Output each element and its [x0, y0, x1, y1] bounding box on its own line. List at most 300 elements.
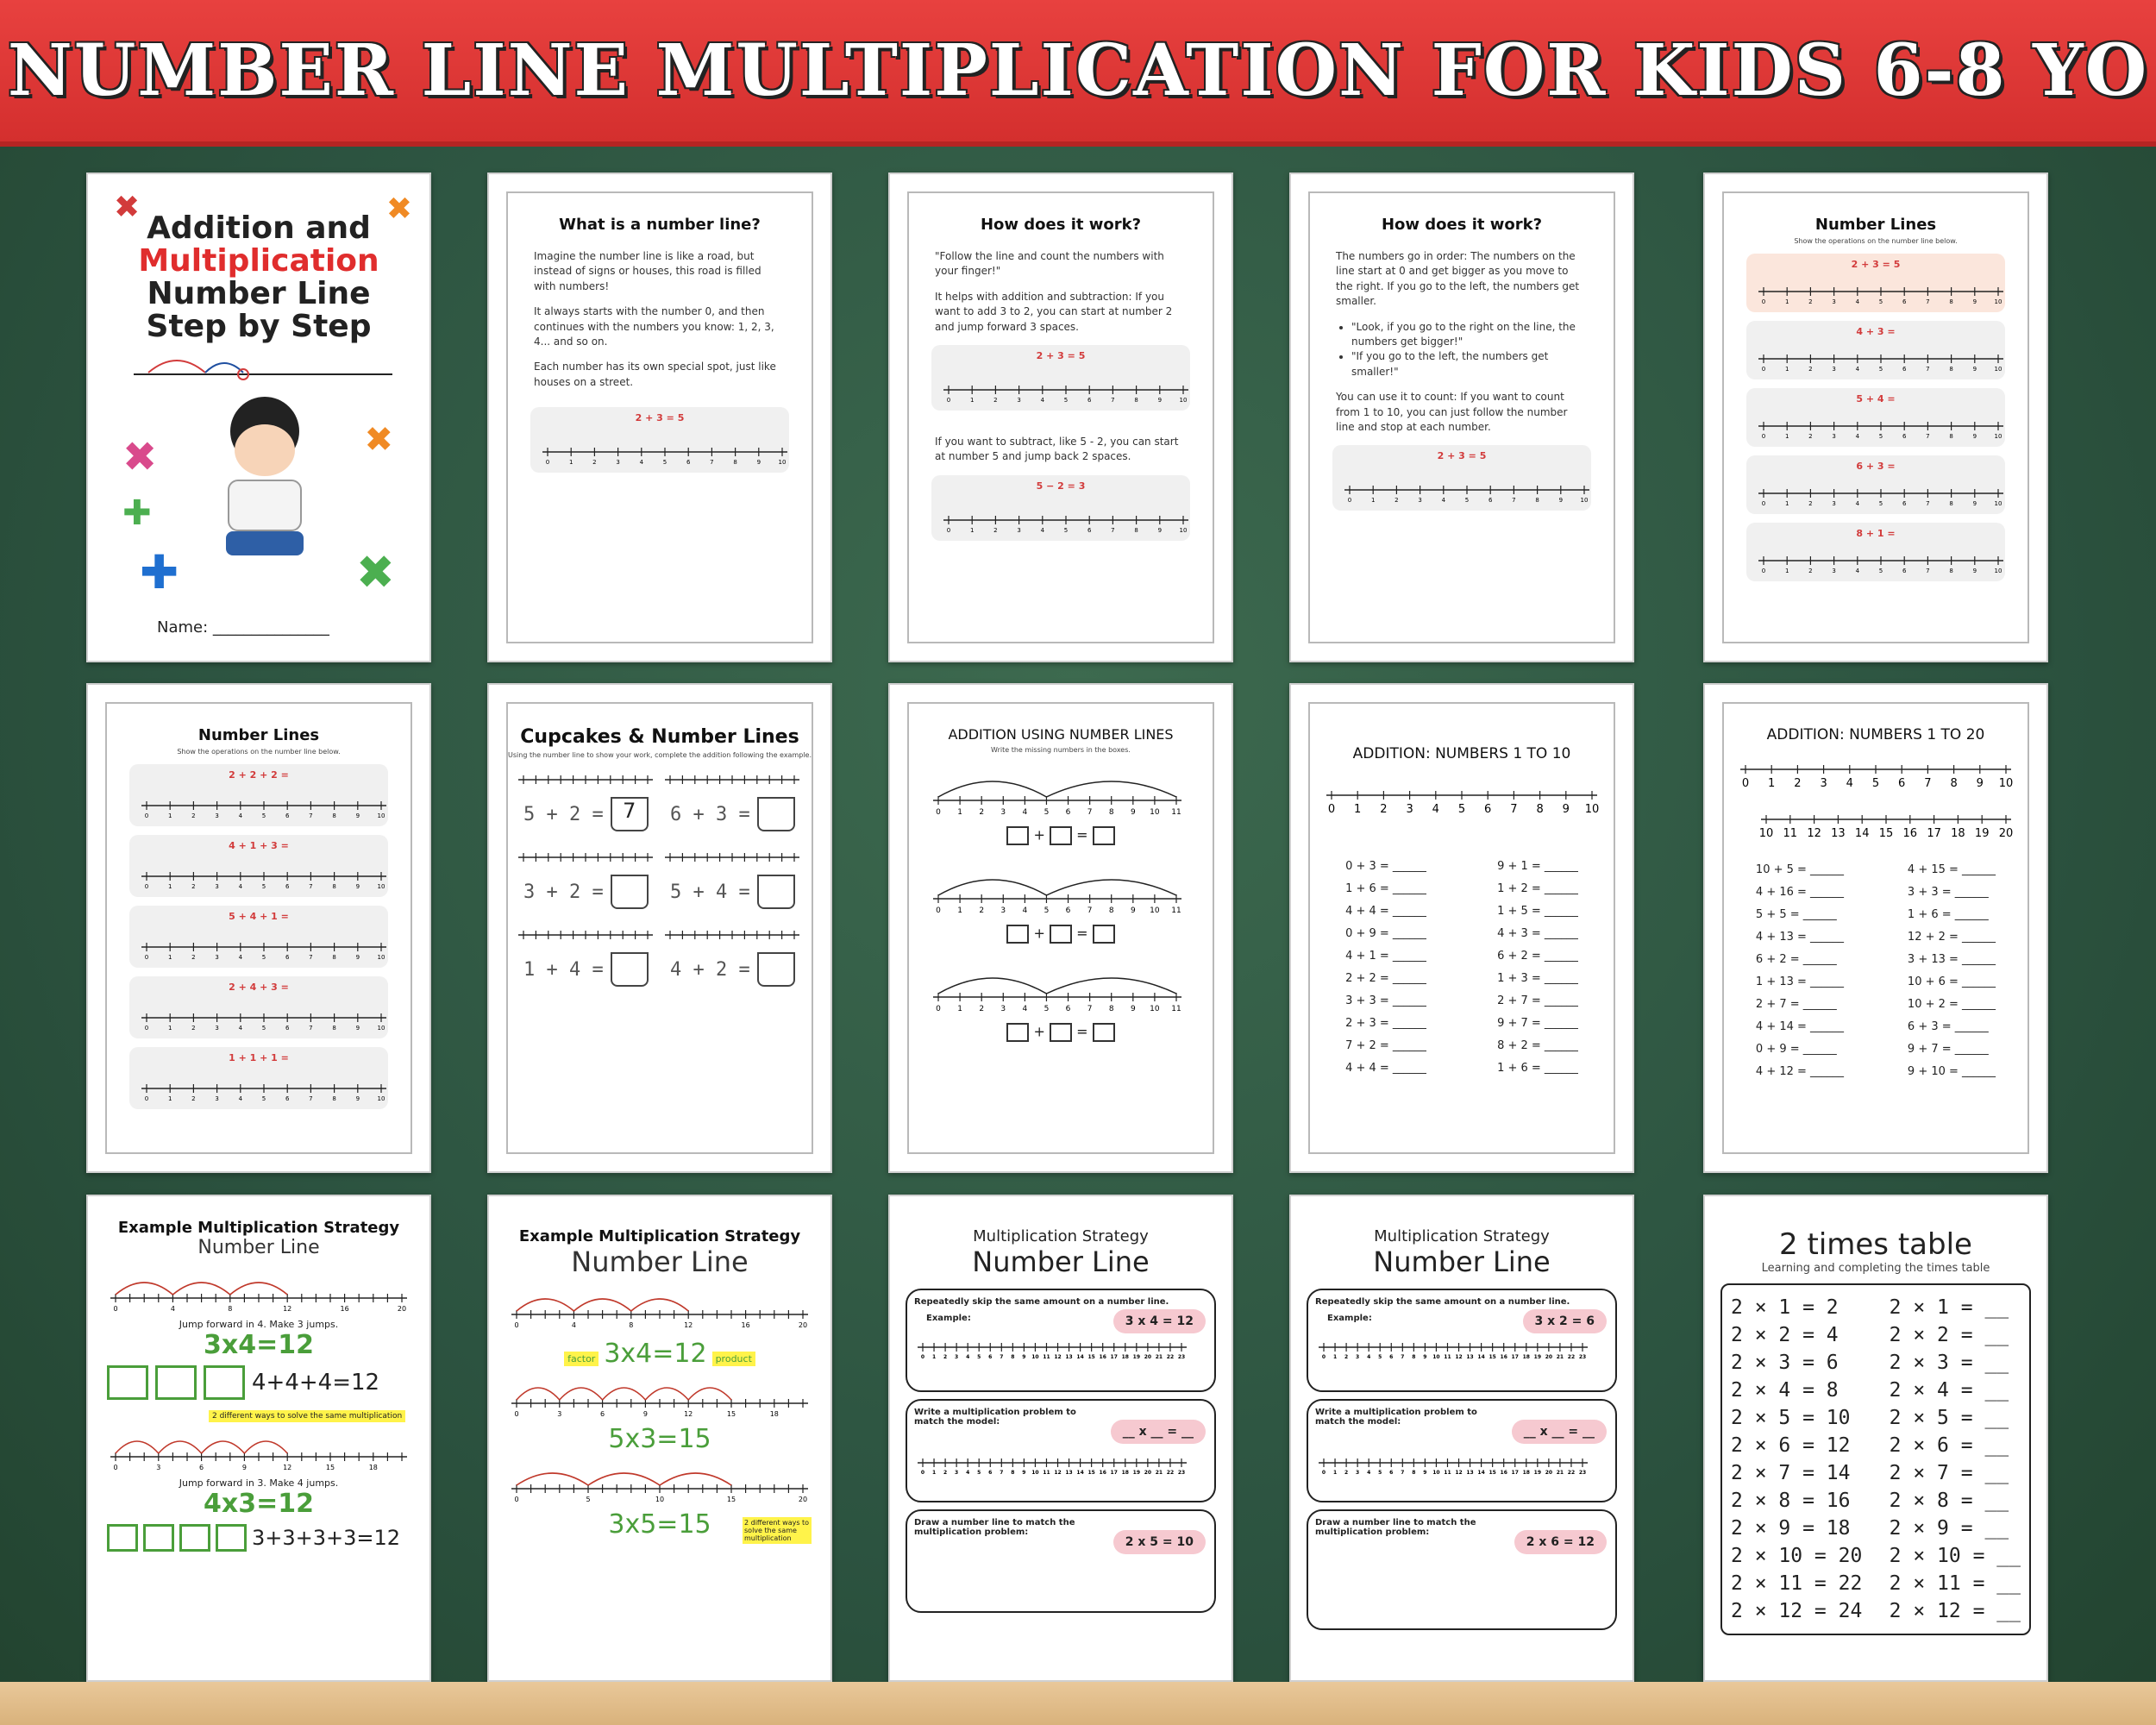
page-addition-number-lines[interactable] — [888, 683, 1233, 1173]
tick-label: 0 — [1761, 298, 1766, 305]
equation: 2 + 3 = 5 — [1437, 450, 1487, 462]
number-line — [103, 1426, 414, 1477]
tick-label: 15 — [325, 1464, 335, 1471]
tick-label: 6 — [1488, 497, 1493, 505]
number-line — [1319, 781, 1604, 830]
page-number-lines-a[interactable] — [1703, 172, 2048, 662]
tick-label: 8 — [1949, 433, 1953, 440]
number-line[interactable] — [135, 995, 393, 1035]
tick-label: 5 — [261, 954, 266, 961]
times-blank[interactable]: 2 × 7 = __ — [1889, 1462, 2009, 1484]
problem[interactable]: 1 + 6 = ______ — [1345, 882, 1426, 895]
number-line[interactable] — [1752, 474, 2010, 511]
tick-label: 0 — [946, 396, 951, 404]
tick-label: 2 — [979, 906, 985, 915]
equation: 5 + 4 = — [670, 881, 750, 903]
tick-label: 6 — [1065, 808, 1071, 817]
dot-card — [107, 1365, 148, 1400]
dot-card — [155, 1365, 197, 1400]
tick-label: 4 — [639, 459, 644, 467]
times-blank[interactable]: 2 × 5 = __ — [1889, 1407, 2009, 1429]
tick-label: 5 — [1878, 500, 1883, 507]
tick-label: 8 — [629, 1321, 634, 1329]
tick-label: 23 — [1578, 1354, 1587, 1360]
tick-label: 19 — [1974, 827, 1990, 840]
tick-label: 9 — [642, 1410, 648, 1418]
times-fact: 2 × 6 = 12 — [1731, 1434, 1851, 1457]
tick-label: 16 — [1099, 1354, 1106, 1360]
number-line — [505, 1372, 815, 1424]
tick-label: 10 — [1994, 433, 2002, 440]
tick-label: 8 — [1108, 906, 1114, 915]
problem[interactable]: 0 + 9 = ______ — [1755, 1043, 1837, 1056]
tick-label: 6 — [199, 1464, 204, 1471]
page-title: Example Multiplication Strategy — [518, 1227, 801, 1245]
times-table-practice[interactable] — [1890, 1294, 2021, 1625]
tick-label: 2 — [1395, 497, 1399, 505]
tick-label: 0 — [113, 1464, 118, 1471]
tick-label: 19 — [1132, 1470, 1141, 1476]
jump-arc — [660, 1473, 731, 1485]
jump-arc — [688, 1388, 731, 1400]
section-heading: Repeatedly skip the same amount on a number line. — [914, 1297, 1169, 1307]
cupcake-icon[interactable] — [757, 875, 795, 909]
equation-pill[interactable]: __ x __ = __ — [1512, 1420, 1607, 1444]
page-subtitle: Number Line — [197, 1237, 320, 1258]
tick-label: 15 — [1087, 1354, 1095, 1360]
tick-label: 7 — [1401, 1470, 1405, 1476]
tick-label: 17 — [1511, 1470, 1519, 1476]
tick-label: 18 — [1951, 827, 1965, 840]
tick-label: 14 — [1854, 827, 1870, 840]
tick-label: 11 — [1043, 1354, 1050, 1360]
tick-label: 4 — [1040, 396, 1045, 404]
tick-label: 0 — [514, 1496, 519, 1503]
tick-label: 8 — [1108, 1005, 1114, 1013]
tick-label: 19 — [1533, 1470, 1542, 1476]
number-line[interactable] — [135, 783, 393, 823]
tick-label: 5 — [1878, 366, 1883, 373]
section-heading: Write a multiplication problem to match the model: — [1315, 1408, 1477, 1427]
tick-label: 0 — [144, 812, 149, 819]
tick-label: 18 — [1121, 1354, 1129, 1360]
page-subtitle: Number Line — [571, 1245, 749, 1278]
tick-label: 2 — [1794, 777, 1802, 790]
page-multiplication-strategy-a[interactable] — [888, 1195, 1233, 1682]
problem[interactable]: 8 + 2 = ______ — [1497, 1039, 1578, 1052]
tick-label: 3 — [1406, 803, 1413, 816]
banner-title: NUMBER LINE MULTIPLICATION FOR KIDS 6-8 YO — [7, 29, 2149, 112]
exercise-card — [129, 906, 388, 968]
tick-label: 9 — [1558, 497, 1564, 505]
equation: 5 + 4 + 1 = — [229, 911, 289, 922]
tick-label: 10 — [377, 954, 385, 961]
tick-label: 9 — [355, 1095, 360, 1102]
tick-label: 4 — [1855, 366, 1860, 373]
tick-label: 14 — [1076, 1354, 1084, 1360]
number-line[interactable] — [1752, 340, 2010, 376]
tick-label: 5 — [586, 1496, 591, 1503]
problem[interactable]: 1 + 3 = ______ — [1497, 972, 1578, 985]
problem[interactable]: 0 + 3 = ______ — [1345, 860, 1426, 873]
wooden-shelf — [0, 1682, 2156, 1725]
tick-label: 5 — [261, 1025, 266, 1032]
problem[interactable]: 1 + 6 = ______ — [1497, 1062, 1578, 1075]
tick-label: 3 — [1820, 777, 1827, 790]
page-addition-1-10[interactable] — [1289, 683, 1634, 1173]
tick-label: 7 — [1510, 803, 1518, 816]
answer-box[interactable] — [1006, 826, 1029, 845]
tick-label: 2 — [1808, 500, 1813, 507]
tick-label: 2 — [1808, 366, 1813, 373]
problem[interactable]: 2 + 3 = ______ — [1345, 1017, 1426, 1030]
tick-label: 8 — [1108, 808, 1114, 817]
instruction: Jump forward in 3. Make 4 jumps. — [179, 1477, 339, 1489]
tick-label: 1 — [568, 459, 573, 467]
times-blank[interactable]: 2 × 1 = __ — [1889, 1296, 2009, 1319]
equation: 2 + 3 = 5 — [635, 412, 685, 424]
tick-label: 18 — [1121, 1470, 1129, 1476]
tick-label: 9 — [355, 812, 360, 819]
tick-label: 1 — [1370, 497, 1376, 505]
name-field[interactable]: Name: _______________ — [157, 618, 329, 637]
page-multiplication-strategy-b[interactable] — [1289, 1195, 1634, 1682]
tick-label: 6 — [285, 812, 290, 819]
tick-label: 8 — [1950, 777, 1958, 790]
problem[interactable]: 10 + 2 = ______ — [1907, 998, 1996, 1011]
tick-label: 15 — [1489, 1470, 1496, 1476]
page-frame — [1722, 702, 2029, 1154]
cover-title-3: Number Line — [147, 276, 371, 311]
problem[interactable]: 10 + 6 = ______ — [1907, 975, 1996, 988]
tick-label: 13 — [1466, 1470, 1474, 1476]
problem[interactable]: 6 + 3 = ______ — [1907, 1020, 1989, 1033]
problem-column-left — [1756, 859, 1844, 1083]
tick-label: 12 — [684, 1410, 693, 1418]
answer-box[interactable] — [1050, 925, 1072, 944]
exercise-card — [1746, 321, 2005, 380]
page-cupcakes[interactable] — [487, 683, 832, 1173]
answer-box[interactable] — [1093, 1023, 1115, 1042]
number-line[interactable] — [135, 925, 393, 964]
tick-label: 8 — [1949, 568, 1953, 574]
problem[interactable]: 10 + 5 = ______ — [1755, 863, 1845, 876]
tick-label: 2 — [191, 1025, 196, 1032]
tick-label: 0 — [1761, 568, 1766, 574]
tick-label: 8 — [1134, 396, 1138, 404]
factor-label: factor — [564, 1352, 599, 1366]
tick-label: 4 — [1846, 777, 1853, 790]
tick-label: 1 — [969, 396, 975, 404]
tick-label: 0 — [1761, 500, 1766, 507]
times-blank[interactable]: 2 × 4 = __ — [1889, 1379, 2009, 1402]
tick-label: 5 — [1378, 1470, 1382, 1476]
cupcake-icon[interactable] — [611, 875, 649, 909]
tick-label: 0 — [1741, 777, 1750, 790]
tick-label: 12 — [1807, 827, 1821, 840]
problem[interactable]: 12 + 2 = ______ — [1907, 931, 1996, 944]
tick-label: 0 — [144, 1025, 149, 1032]
tick-label: 0 — [514, 1410, 519, 1418]
problem[interactable]: 9 + 1 = ______ — [1497, 860, 1578, 873]
page-frame: ADDITION USING NUMBER LINES Write the missing numbers in the boxes. 0 1 2 3 4 5 6 7 8 9 10 11 + = 0 1 2 3 4 5 6 7 8 9 10 11 + = 0 1 2 3 4 5 6 7 8 9 10 11 + = — [907, 702, 1214, 1154]
times-fact: 2 × 9 = 18 — [1731, 1517, 1851, 1540]
problem[interactable]: 4 + 4 = ______ — [1345, 1062, 1426, 1075]
problem[interactable]: 2 + 7 = ______ — [1755, 998, 1837, 1011]
tick-label: 0 — [1761, 433, 1766, 440]
cupcake-icon[interactable] — [757, 952, 795, 987]
tick-label: 3 — [215, 883, 219, 890]
tick-label: 7 — [309, 883, 313, 890]
times-blank[interactable]: 2 × 9 = __ — [1889, 1517, 2009, 1540]
tick-label: 20 — [1545, 1354, 1553, 1360]
tick-label: 10 — [1179, 396, 1188, 404]
tick-label: 6 — [686, 459, 691, 467]
jump-arc — [1046, 978, 1176, 994]
problem[interactable]: 4 + 4 = ______ — [1345, 905, 1426, 918]
problem[interactable]: 4 + 15 = ______ — [1907, 863, 1996, 876]
tick-label: 10 — [1150, 1005, 1160, 1013]
tick-label: 23 — [1177, 1354, 1186, 1360]
number-line — [1752, 273, 2010, 309]
problem[interactable]: 1 + 6 = ______ — [1907, 908, 1989, 921]
tick-label: 0 — [1327, 803, 1336, 816]
page-frame — [1308, 702, 1615, 1154]
page-example-strategy-a[interactable] — [86, 1195, 431, 1682]
times-blank[interactable]: 2 × 6 = __ — [1889, 1434, 2009, 1457]
answer-box[interactable] — [1050, 826, 1072, 845]
tick-label: 2 — [1344, 1354, 1349, 1360]
cupcake-icon[interactable] — [611, 952, 649, 987]
paragraph: "Follow the line and count the numbers with your finger!" — [935, 250, 1164, 278]
problem[interactable]: 4 + 13 = ______ — [1755, 931, 1845, 944]
tick-label: 8 — [332, 954, 336, 961]
tick-label: 15 — [1087, 1470, 1095, 1476]
page-addition-1-20[interactable] — [1703, 683, 2048, 1173]
jump-arc — [1046, 781, 1176, 797]
tick-label: 10 — [1179, 526, 1188, 534]
number-line — [1315, 1439, 1591, 1480]
tick-label: 9 — [1972, 500, 1977, 507]
page-title: ADDITION: NUMBERS 1 TO 20 — [1766, 726, 1985, 743]
jump-arc — [244, 1441, 287, 1453]
tick-label: 9 — [1423, 1470, 1427, 1476]
problem[interactable]: 0 + 9 = ______ — [1345, 927, 1426, 940]
number-line[interactable] — [663, 926, 801, 944]
tick-label: 10 — [377, 883, 385, 890]
problem[interactable]: 4 + 1 = ______ — [1345, 950, 1426, 963]
jump-arc — [645, 1388, 688, 1400]
tick-label: 4 — [1040, 526, 1045, 534]
answer-box[interactable] — [1093, 925, 1115, 944]
section-draw-line[interactable] — [906, 1509, 1216, 1613]
times-blank[interactable]: 2 × 11 = __ — [1889, 1572, 2021, 1595]
tick-label: 7 — [1000, 1470, 1004, 1476]
number-line[interactable] — [1752, 407, 2010, 443]
tick-label: 5 — [1878, 568, 1883, 574]
page-what-is-number-line[interactable] — [487, 172, 832, 662]
problem[interactable]: 1 + 5 = ______ — [1497, 905, 1578, 918]
tick-label: 11 — [1171, 808, 1181, 817]
jump-arc — [517, 1473, 588, 1485]
answer-box[interactable] — [1093, 826, 1115, 845]
tick-label: 7 — [1111, 396, 1115, 404]
tick-label: 10 — [1994, 568, 2002, 574]
tick-label: 1 — [1354, 803, 1362, 816]
tick-label: 1 — [167, 1095, 172, 1102]
note-highlight: 2 different ways to solve the same multiplication — [209, 1410, 405, 1422]
tick-label: 22 — [1567, 1354, 1576, 1360]
cupcake-icon[interactable] — [757, 797, 795, 831]
page-title: Multiplication Strategy — [1374, 1227, 1550, 1245]
tick-label: 15 — [726, 1496, 736, 1503]
times-blank[interactable]: 2 × 10 = __ — [1889, 1545, 2021, 1567]
tick-label: 7 — [1512, 497, 1516, 505]
tick-label: 7 — [1924, 777, 1932, 790]
tick-label: 6 — [1902, 500, 1907, 507]
tick-label: 9 — [1022, 1354, 1026, 1360]
number-line[interactable] — [517, 849, 655, 866]
times-fact: 2 × 12 = 24 — [1731, 1600, 1863, 1622]
tick-label: 6 — [1065, 906, 1071, 915]
number-line[interactable] — [663, 771, 801, 788]
problem[interactable]: 2 + 7 = ______ — [1497, 994, 1578, 1007]
tick-label: 3 — [1832, 366, 1836, 373]
tick-label: 10 — [1432, 1470, 1440, 1476]
tick-label: 0 — [144, 954, 149, 961]
tick-label: 4 — [1432, 803, 1439, 816]
tick-label: 4 — [1855, 500, 1860, 507]
plus-icon: ✚ — [122, 493, 152, 533]
tick-label: 12 — [283, 1464, 292, 1471]
exercise-card — [129, 976, 388, 1038]
tick-label: 8 — [1412, 1470, 1416, 1476]
number-line[interactable] — [135, 854, 393, 894]
tick-label: 17 — [1110, 1470, 1118, 1476]
problem[interactable]: 4 + 12 = ______ — [1755, 1065, 1845, 1078]
section-draw-line[interactable] — [1307, 1509, 1617, 1630]
number-line[interactable] — [1752, 542, 2010, 578]
tick-label: 0 — [936, 808, 941, 817]
problem[interactable]: 3 + 3 = ______ — [1907, 886, 1989, 899]
problem[interactable]: 5 + 5 = ______ — [1755, 908, 1837, 921]
tick-label: 3 — [1356, 1354, 1360, 1360]
page-subtitle: Show the operations on the number line below. — [177, 748, 341, 756]
exercise-card — [1746, 523, 2005, 581]
problem[interactable]: 9 + 10 = ______ — [1907, 1065, 1996, 1078]
problem[interactable]: 6 + 2 = ______ — [1755, 953, 1837, 966]
tick-label: 1 — [1784, 433, 1789, 440]
plus-icon: ✚ — [140, 545, 179, 599]
page-title: Example Multiplication Strategy — [117, 1219, 400, 1237]
tick-label: 10 — [377, 812, 385, 819]
number-line[interactable] — [663, 849, 801, 866]
problem[interactable]: 9 + 7 = ______ — [1907, 1043, 1989, 1056]
number-line[interactable] — [517, 771, 655, 788]
equation: 5 + 4 = — [1856, 393, 1896, 405]
answer-box[interactable] — [1050, 1023, 1072, 1042]
page-how-it-works-2[interactable] — [1289, 172, 1634, 662]
dot-card — [143, 1524, 174, 1552]
answer-box[interactable] — [1006, 925, 1029, 944]
problem[interactable]: 2 + 2 = ______ — [1345, 972, 1426, 985]
tick-label: 10 — [1758, 827, 1774, 840]
problem[interactable]: 4 + 16 = ______ — [1755, 886, 1845, 899]
tick-label: 23 — [1578, 1470, 1587, 1476]
equation-pill[interactable]: __ x __ = __ — [1111, 1420, 1206, 1444]
page-number-lines-b[interactable] — [86, 683, 431, 1173]
tick-label: 12 — [1054, 1470, 1062, 1476]
example-card — [931, 475, 1190, 541]
tick-label: 8 — [332, 812, 336, 819]
jump-arc — [517, 1299, 573, 1311]
page-2-times-table[interactable] — [1703, 1195, 2048, 1682]
tick-label: 6 — [1087, 396, 1092, 404]
page-frame — [907, 191, 1214, 643]
equation: 6 + 3 = — [1856, 461, 1896, 472]
answer-box[interactable] — [1006, 1023, 1029, 1042]
tick-label: 2 — [191, 1095, 196, 1102]
problem[interactable]: 3 + 13 = ______ — [1907, 953, 1996, 966]
tick-label: 12 — [1455, 1470, 1463, 1476]
problem[interactable]: 1 + 2 = ______ — [1497, 882, 1578, 895]
problem[interactable]: 6 + 2 = ______ — [1497, 950, 1578, 963]
tick-label: 3 — [955, 1354, 959, 1360]
number-line[interactable] — [517, 926, 655, 944]
tick-label: 1 — [1784, 366, 1789, 373]
tick-label: 9 — [1562, 803, 1570, 816]
section-example — [1307, 1289, 1617, 1392]
equation: 3x4=12 — [604, 1339, 707, 1369]
problem[interactable]: 3 + 3 = ______ — [1345, 994, 1426, 1007]
problem[interactable]: 9 + 7 = ______ — [1497, 1017, 1578, 1030]
number-line — [914, 1439, 1190, 1480]
number-line[interactable] — [135, 1066, 393, 1106]
jump-arc — [631, 1299, 688, 1311]
times-fact: 2 × 2 = 4 — [1731, 1324, 1839, 1346]
equation: 6 + 3 = — [670, 803, 750, 825]
tick-label: 0 — [1347, 497, 1352, 505]
problem[interactable]: 4 + 3 = ______ — [1497, 927, 1578, 940]
tick-label: 2 — [979, 808, 985, 817]
tick-label: 7 — [1401, 1354, 1405, 1360]
page-example-strategy-b[interactable] — [487, 1195, 832, 1682]
times-blank[interactable]: 2 × 3 = __ — [1889, 1352, 2009, 1374]
jump-arc — [938, 781, 1046, 797]
cupcake-exercise — [663, 771, 803, 849]
page-subtitle: Using the number line to show your work, complete the addition following the example. — [508, 751, 812, 759]
section-heading: Write a multiplication problem to match the model: — [914, 1408, 1076, 1427]
times-blank[interactable]: 2 × 12 = __ — [1889, 1600, 2021, 1622]
times-blank[interactable]: 2 × 8 = __ — [1889, 1490, 2009, 1512]
bullet: • "If you go to the left, the numbers get smaller!" — [1351, 349, 1588, 380]
page-how-it-works-1[interactable] — [888, 172, 1233, 662]
number-line — [1338, 464, 1596, 507]
problem-column-right — [1497, 856, 1578, 1080]
page-cover[interactable] — [86, 172, 431, 662]
cupcake-exercise — [663, 926, 803, 1004]
tick-label: 4 — [238, 1095, 243, 1102]
section-example — [906, 1289, 1216, 1392]
problem[interactable]: 7 + 2 = ______ — [1345, 1039, 1426, 1052]
tick-label: 11 — [1171, 1005, 1181, 1013]
jump-arc — [202, 1441, 245, 1453]
problem[interactable]: 1 + 13 = ______ — [1755, 975, 1845, 988]
times-blank[interactable]: 2 × 2 = __ — [1889, 1324, 2009, 1346]
tick-label: 15 — [1489, 1354, 1496, 1360]
tick-label: 9 — [1130, 808, 1136, 817]
problem[interactable]: 4 + 14 = ______ — [1755, 1020, 1845, 1033]
